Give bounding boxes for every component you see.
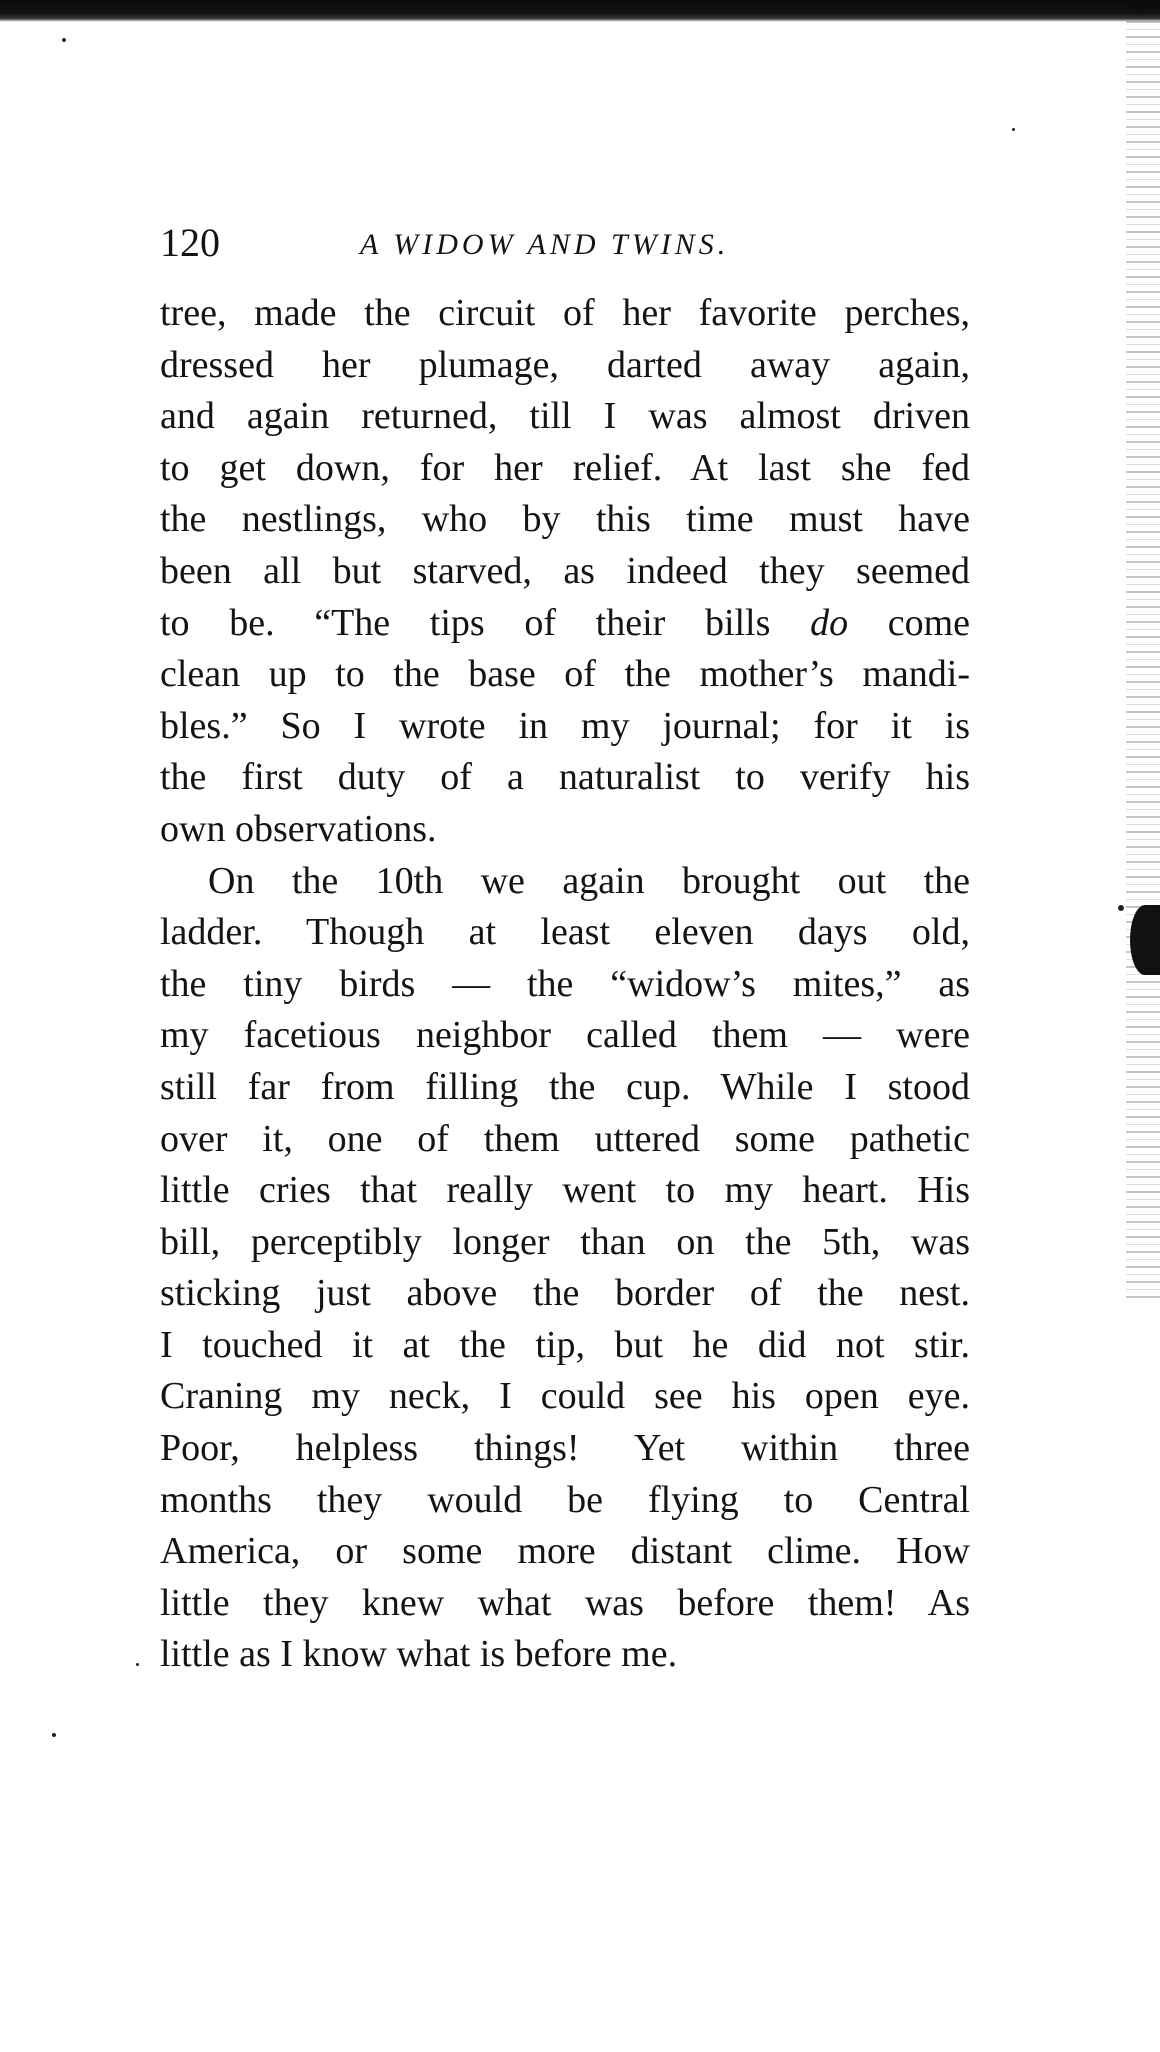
text-line: I touched it at the tip, but he did not stir. [160,1323,970,1366]
text-line: little as I know what is before me. [160,1633,678,1676]
text-line: over it, one of them uttered some pathetic [160,1117,970,1160]
scan-speck [62,38,66,42]
text-line: America, or some more distant clime. How [160,1530,970,1573]
text-line: the tiny birds — the “widow’s mites,” as [160,962,970,1005]
text-line: to be. “The tips of their bills do come [160,601,970,644]
text-line: little they knew what was before them! As [160,1581,970,1624]
text-line: and again returned, till I was almost driven [160,395,970,438]
emphasis: do [810,601,849,644]
text-line: Poor, helpless things! Yet within three [160,1427,970,1470]
text-line: tree, made the circuit of her favorite perches, [160,292,970,334]
text-line: bles.” So I wrote in my journal; for it is [160,704,970,747]
text-line: dressed her plumage, darted away again, [160,343,970,386]
text-line: sticking just above the border of the nest. [160,1272,970,1315]
text-line: own observations. [160,807,437,850]
running-head: A WIDOW AND TWINS. [360,228,730,261]
text-line: clean up to the base of the mother’s mandi- [160,653,970,696]
scan-speck [1118,905,1124,911]
scan-top-edge [0,0,1160,22]
page-header [160,218,980,268]
text-line: On the 10th we again brought out the [208,859,970,902]
scan-ink-blot [1130,905,1160,975]
scan-speck [136,1663,139,1666]
text-line: ladder. Though at least eleven days old, [160,911,970,954]
text-line: been all but starved, as indeed they seemed [160,549,970,592]
scan-speck [1012,128,1015,131]
text-line: months they would be flying to Central [160,1478,970,1521]
text-line: the nestlings, who by this time must have [160,498,970,541]
text-line: still far from filling the cup. While I stood [160,1065,970,1108]
scan-right-edge [1126,0,1160,1300]
text-line: Craning my neck, I could see his open eye. [160,1375,970,1418]
paragraph [160,856,970,1682]
scan-speck [52,1733,56,1737]
page-number: 120 [160,220,220,265]
text-line: the first duty of a naturalist to verify his [160,756,970,799]
text-line: bill, perceptibly longer than on the 5th, was [160,1220,970,1263]
body-text [160,288,970,1681]
text-line: little cries that really went to my heart. His [160,1169,970,1212]
text-line: to get down, for her relief. At last she fed [160,446,970,489]
text-line: my facetious neighbor called them — were [160,1014,970,1057]
paragraph [160,288,970,856]
